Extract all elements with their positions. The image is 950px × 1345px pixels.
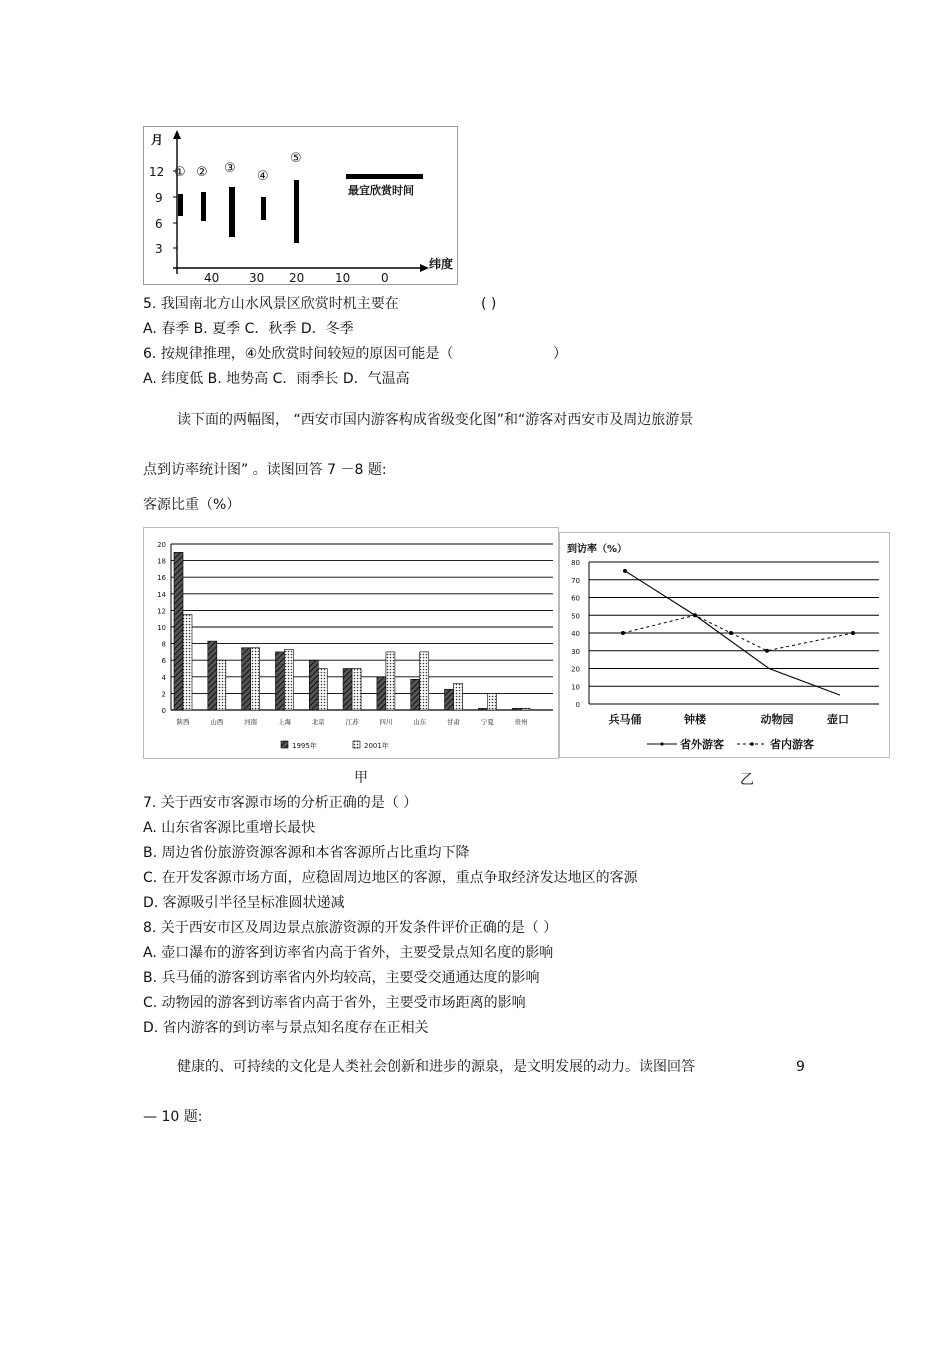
chart1-x-tick: 40 — [204, 271, 220, 285]
bar-category-label: 陕西 — [176, 718, 190, 726]
bar-2001年-北京 — [318, 669, 327, 711]
bar-category-label: 贵州 — [514, 718, 528, 726]
bar-y-tick-label: 2 — [161, 690, 166, 699]
bar-y-tick-label: 4 — [161, 673, 166, 682]
bar-1995年-山东 — [411, 679, 420, 710]
bar-y-tick-label: 8 — [161, 640, 166, 649]
bar-1995年-上海 — [275, 652, 284, 710]
chart1-marker: ④ — [257, 169, 269, 184]
line-y-tick-label: 50 — [571, 612, 580, 621]
bar-category-label: 山西 — [210, 718, 224, 726]
chart1-y-tick: 12 — [149, 165, 165, 179]
q6-answer-blank: ） — [553, 346, 567, 362]
q8-option-a: A. 壶口瀑布的游客到访率省内高于省外，主要受景点知名度的影响 — [143, 945, 554, 961]
intro-9-10-line2: — 10 题: — [143, 1109, 203, 1125]
chart-a-label: 甲 — [354, 770, 368, 786]
series-inside-point — [851, 631, 855, 635]
chart1-marker: ③ — [224, 161, 236, 176]
q5-stem: 5. 我国南北方山水风景区欣赏时机主要在 — [143, 296, 399, 312]
chart1-marker: ⑤ — [290, 151, 302, 166]
q8-option-d: D. 省内游客的到访率与景点知名度存在正相关 — [143, 1020, 429, 1036]
bar-1995年-宁夏 — [478, 708, 487, 710]
chart1-legend-swatch — [346, 174, 423, 179]
chart1-legend-label: 最宜欣赏时间 — [348, 184, 414, 197]
q7-option-a: A. 山东省客源比重增长最快 — [143, 820, 316, 836]
bar-category-label: 河南 — [244, 718, 258, 726]
chart1-x-label: 纬度 — [429, 257, 454, 271]
legend-marker-inside — [750, 742, 754, 746]
visit-rate-line-chart — [559, 532, 890, 758]
bar-2001年-山西 — [217, 660, 226, 710]
visitor-source-bar-chart — [143, 527, 559, 759]
chart1-marker: ① — [174, 165, 186, 180]
q6-stem: 6. 按规律推理，④处欣赏时间较短的原因可能是（ — [143, 346, 454, 362]
series-outside-point — [623, 569, 627, 573]
line-y-tick-label: 80 — [571, 559, 580, 567]
intro-7-8-line1: 读下面的两幅图， “西安市国内游客构成省级变化图”和“游客对西安市及周边旅游景 — [177, 412, 694, 428]
bar-category-label: 北京 — [311, 718, 325, 726]
q8-option-b: B. 兵马俑的游客到访率省内外均较高，主要受交通通达度的影响 — [143, 970, 540, 986]
series-inside-point — [693, 613, 697, 617]
chart1-marker: ② — [196, 165, 208, 180]
line-y-tick-label: 70 — [571, 576, 580, 585]
line-y-ticks — [571, 559, 580, 709]
chart1-y-label: 月 — [151, 133, 164, 147]
latitude-viewing-time-chart — [143, 126, 459, 286]
q7-option-d: D. 客源吸引半径呈标准圆状递减 — [143, 895, 345, 911]
viewing-bar-5 — [294, 180, 299, 243]
bar-1995年-四川 — [377, 677, 386, 710]
bar-category-label: 上海 — [277, 718, 291, 726]
bar-1995年-北京 — [309, 660, 318, 710]
bar-category-label: 宁夏 — [480, 718, 494, 726]
bar-2001年-四川 — [386, 652, 395, 710]
viewing-bar-3 — [229, 187, 235, 237]
bar-2001年-江苏 — [352, 669, 361, 711]
bar-1995年-甘肃 — [445, 689, 454, 710]
bar-category-label: 山东 — [413, 718, 427, 726]
q8-stem: 8. 关于西安市区及周边景点旅游资源的开发条件评价正确的是（ ） — [143, 920, 558, 936]
bar-2001年-河南 — [251, 648, 260, 710]
line-y-tick-label: 60 — [571, 594, 580, 603]
legend-label-outside: 省外游客 — [680, 738, 724, 751]
bar-y-tick-label: 6 — [161, 657, 166, 666]
bar-category-label: 四川 — [379, 718, 393, 726]
viewing-bar-4 — [261, 197, 266, 220]
bar-y-tick-label: 12 — [157, 607, 166, 616]
q5-answer-blank: ( ) — [481, 296, 497, 312]
chart-b-label: 乙 — [740, 772, 754, 788]
bar-category-label: 江苏 — [345, 718, 359, 726]
viewing-bar-2 — [201, 192, 206, 221]
bar-y-tick-label: 16 — [157, 574, 166, 583]
line-y-tick-label: 30 — [571, 647, 580, 656]
chart1-x-tick: 20 — [289, 271, 305, 285]
bar-2001年-陕西 — [183, 615, 192, 710]
legend-marker-outside — [660, 742, 663, 745]
chart1-x-tick: 30 — [249, 271, 265, 285]
chart1-y-tick: 6 — [155, 217, 163, 231]
chart1-x-tick: 10 — [335, 271, 351, 285]
bar-y-tick-label: 18 — [157, 557, 166, 566]
bar-y-tick-label: 0 — [161, 707, 166, 715]
series-inside-point — [765, 649, 769, 653]
legend-label-2001: 2001年 — [364, 742, 389, 750]
bar-y-tick-label: 20 — [157, 541, 166, 549]
bar-category-label: 甘肃 — [447, 718, 461, 726]
bar-2001年-宁夏 — [487, 693, 496, 710]
bar-1995年-江苏 — [343, 669, 352, 711]
chart-b-y-label: 到访率（%） — [567, 544, 628, 555]
series-inside-point — [729, 631, 733, 635]
line-category-label: 兵马俑 — [608, 713, 642, 726]
bar-y-tick-label: 10 — [157, 624, 166, 632]
legend-label-inside: 省内游客 — [770, 738, 814, 751]
q8-option-c: C. 动物园的游客到访率省内高于省外，主要受市场距离的影响 — [143, 995, 526, 1011]
legend-swatch-2001 — [353, 741, 360, 748]
bar-y-tick-label: 14 — [157, 590, 166, 599]
line-category-label: 动物园 — [760, 713, 794, 726]
intro-7-8-line2: 点到访率统计图” 。读图回答 7 －8 题: — [143, 462, 387, 478]
chart1-y-tick: 3 — [155, 242, 163, 256]
bar-1995年-山西 — [208, 641, 217, 710]
bar-2001年-贵州 — [521, 708, 530, 710]
line-y-tick-label: 40 — [571, 630, 580, 638]
series-inside-point — [621, 631, 625, 635]
legend-swatch-1995 — [281, 741, 288, 748]
bar-2001年-山东 — [420, 652, 429, 710]
line-category-label: 钟楼 — [684, 713, 706, 726]
legend-label-1995: 1995年 — [292, 742, 317, 750]
q7-option-b: B. 周边省份旅游资源客源和本省客源所占比重均下降 — [143, 845, 470, 861]
chart1-y-tick: 9 — [155, 191, 163, 205]
intro-9-10-line1: 健康的、可持续的文化是人类社会创新和进步的源泉，是文明发展的动力。读图回答 — [177, 1059, 695, 1075]
bar-1995年-贵州 — [512, 708, 521, 710]
q7-stem: 7. 关于西安市客源市场的分析正确的是（ ） — [143, 795, 418, 811]
line-y-tick-label: 0 — [575, 701, 580, 709]
bar-2001年-上海 — [284, 649, 293, 710]
line-y-tick-label: 20 — [571, 665, 580, 674]
bar-2001年-甘肃 — [454, 683, 463, 710]
chart-a-caption: 客源比重（%） — [143, 497, 241, 513]
q7-option-c: C. 在开发客源市场方面，应稳固周边地区的客源，重点争取经济发达地区的客源 — [143, 870, 638, 886]
line-category-label: 壶口 — [827, 713, 849, 726]
q6-options: A. 纬度低 B. 地势高 C．雨季长 D．气温高 — [143, 371, 410, 387]
bar-1995年-河南 — [242, 648, 251, 710]
line-y-tick-label: 10 — [571, 683, 580, 692]
bar-1995年-陕西 — [174, 552, 183, 710]
intro-9-10-number: 9 — [796, 1059, 805, 1075]
chart1-x-tick: 0 — [381, 271, 389, 285]
viewing-bar-1 — [178, 194, 183, 216]
q5-options: A. 春季 B. 夏季 C．秋季 D．冬季 — [143, 321, 354, 337]
